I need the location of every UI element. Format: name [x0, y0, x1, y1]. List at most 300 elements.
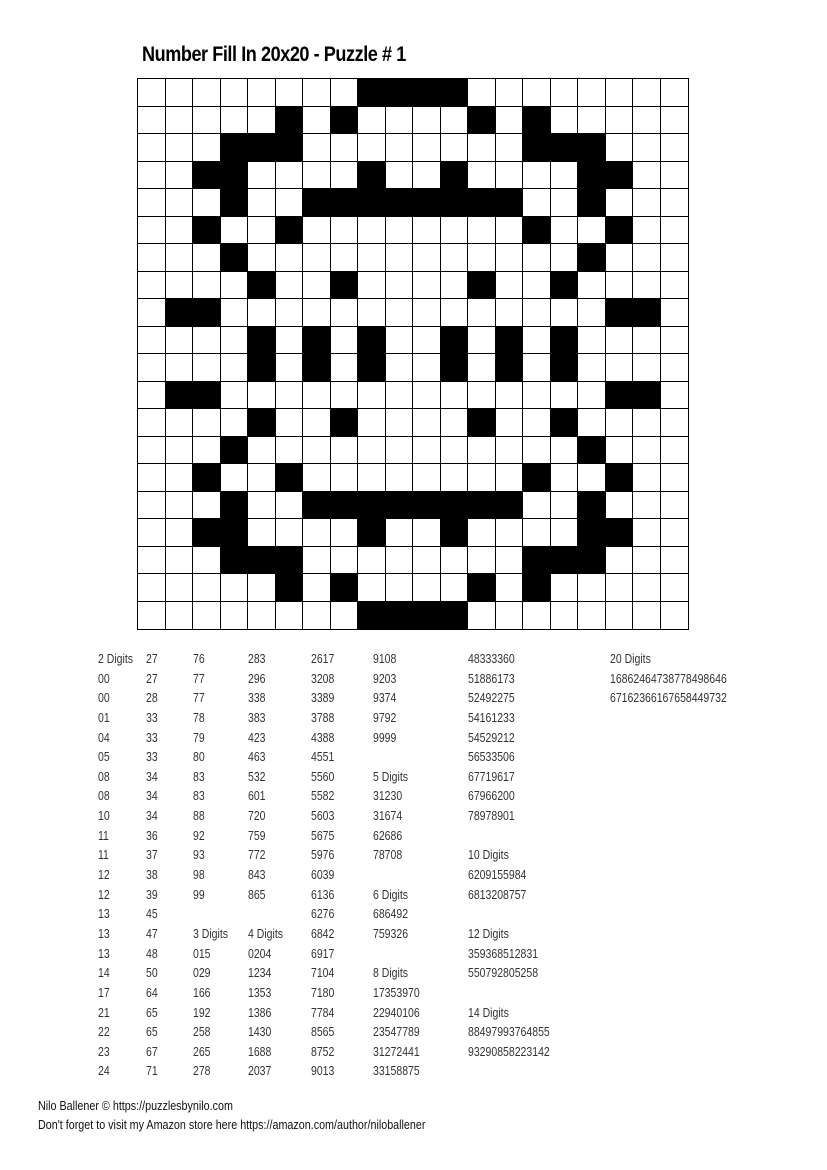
grid-cell[interactable] [276, 272, 304, 300]
grid-cell[interactable] [358, 464, 386, 492]
grid-cell[interactable] [496, 299, 524, 327]
grid-cell[interactable] [193, 134, 221, 162]
grid-cell[interactable] [386, 107, 414, 135]
grid-cell[interactable] [166, 602, 194, 630]
grid-cell[interactable] [303, 602, 331, 630]
grid-cell[interactable] [193, 437, 221, 465]
grid-cell[interactable] [441, 134, 469, 162]
grid-cell[interactable] [578, 107, 606, 135]
grid-cell[interactable] [413, 272, 441, 300]
grid-cell[interactable] [496, 409, 524, 437]
grid-cell[interactable] [551, 162, 579, 190]
grid-cell[interactable] [606, 134, 634, 162]
grid-cell[interactable] [551, 217, 579, 245]
grid-cell[interactable] [523, 79, 551, 107]
grid-cell[interactable] [386, 134, 414, 162]
grid-cell[interactable] [221, 79, 249, 107]
grid-cell[interactable] [661, 519, 689, 547]
grid-cell[interactable] [661, 492, 689, 520]
grid-cell[interactable] [578, 299, 606, 327]
grid-cell[interactable] [661, 244, 689, 272]
grid-cell[interactable] [413, 244, 441, 272]
grid-cell[interactable] [661, 574, 689, 602]
grid-cell[interactable] [578, 272, 606, 300]
grid-cell[interactable] [523, 327, 551, 355]
grid-cell[interactable] [138, 79, 166, 107]
grid-cell[interactable] [358, 437, 386, 465]
grid-cell[interactable] [248, 299, 276, 327]
grid-cell[interactable] [606, 409, 634, 437]
grid-cell[interactable] [138, 409, 166, 437]
grid-cell[interactable] [633, 272, 661, 300]
grid-cell[interactable] [276, 189, 304, 217]
grid-cell[interactable] [276, 602, 304, 630]
grid-cell[interactable] [633, 574, 661, 602]
grid-cell[interactable] [358, 272, 386, 300]
grid-cell[interactable] [386, 464, 414, 492]
grid-cell[interactable] [303, 107, 331, 135]
grid-cell[interactable] [276, 382, 304, 410]
grid-cell[interactable] [551, 464, 579, 492]
grid-cell[interactable] [551, 602, 579, 630]
grid-cell[interactable] [331, 547, 359, 575]
grid-cell[interactable] [358, 299, 386, 327]
grid-cell[interactable] [468, 437, 496, 465]
grid-cell[interactable] [661, 464, 689, 492]
grid-cell[interactable] [276, 79, 304, 107]
grid-cell[interactable] [606, 107, 634, 135]
grid-cell[interactable] [413, 464, 441, 492]
grid-cell[interactable] [386, 547, 414, 575]
grid-cell[interactable] [166, 327, 194, 355]
grid-cell[interactable] [138, 492, 166, 520]
grid-cell[interactable] [386, 327, 414, 355]
grid-cell[interactable] [193, 244, 221, 272]
grid-cell[interactable] [331, 327, 359, 355]
grid-cell[interactable] [441, 107, 469, 135]
grid-cell[interactable] [303, 382, 331, 410]
grid-cell[interactable] [496, 244, 524, 272]
grid-cell[interactable] [496, 437, 524, 465]
grid-cell[interactable] [441, 382, 469, 410]
grid-cell[interactable] [496, 382, 524, 410]
grid-cell[interactable] [221, 602, 249, 630]
grid-cell[interactable] [138, 272, 166, 300]
grid-cell[interactable] [193, 574, 221, 602]
grid-cell[interactable] [633, 519, 661, 547]
grid-cell[interactable] [413, 519, 441, 547]
grid-cell[interactable] [413, 382, 441, 410]
grid-cell[interactable] [633, 107, 661, 135]
grid-cell[interactable] [386, 272, 414, 300]
grid-cell[interactable] [496, 272, 524, 300]
grid-cell[interactable] [166, 464, 194, 492]
grid-cell[interactable] [331, 354, 359, 382]
grid-cell[interactable] [386, 299, 414, 327]
grid-cell[interactable] [358, 574, 386, 602]
grid-cell[interactable] [138, 299, 166, 327]
grid-cell[interactable] [551, 79, 579, 107]
grid-cell[interactable] [441, 409, 469, 437]
grid-cell[interactable] [276, 244, 304, 272]
grid-cell[interactable] [138, 107, 166, 135]
grid-cell[interactable] [386, 519, 414, 547]
grid-cell[interactable] [166, 134, 194, 162]
grid-cell[interactable] [303, 574, 331, 602]
grid-cell[interactable] [633, 602, 661, 630]
grid-cell[interactable] [496, 79, 524, 107]
grid-cell[interactable] [386, 574, 414, 602]
grid-cell[interactable] [523, 189, 551, 217]
grid-cell[interactable] [138, 244, 166, 272]
grid-cell[interactable] [303, 437, 331, 465]
grid-cell[interactable] [193, 354, 221, 382]
grid-cell[interactable] [331, 217, 359, 245]
grid-cell[interactable] [221, 272, 249, 300]
grid-cell[interactable] [138, 519, 166, 547]
grid-cell[interactable] [248, 189, 276, 217]
grid-cell[interactable] [661, 79, 689, 107]
grid-cell[interactable] [386, 244, 414, 272]
grid-cell[interactable] [276, 409, 304, 437]
grid-cell[interactable] [413, 354, 441, 382]
grid-cell[interactable] [661, 217, 689, 245]
grid-cell[interactable] [413, 574, 441, 602]
grid-cell[interactable] [138, 382, 166, 410]
grid-cell[interactable] [386, 354, 414, 382]
grid-cell[interactable] [496, 602, 524, 630]
grid-cell[interactable] [578, 409, 606, 437]
grid-cell[interactable] [468, 134, 496, 162]
grid-cell[interactable] [193, 107, 221, 135]
grid-cell[interactable] [193, 602, 221, 630]
grid-cell[interactable] [496, 162, 524, 190]
grid-cell[interactable] [386, 409, 414, 437]
grid-cell[interactable] [468, 354, 496, 382]
puzzle-grid[interactable] [137, 78, 689, 630]
grid-cell[interactable] [578, 602, 606, 630]
grid-cell[interactable] [138, 134, 166, 162]
grid-cell[interactable] [661, 437, 689, 465]
grid-cell[interactable] [166, 217, 194, 245]
grid-cell[interactable] [221, 299, 249, 327]
grid-cell[interactable] [606, 547, 634, 575]
grid-cell[interactable] [468, 382, 496, 410]
grid-cell[interactable] [523, 354, 551, 382]
grid-cell[interactable] [551, 107, 579, 135]
grid-cell[interactable] [166, 409, 194, 437]
grid-cell[interactable] [331, 299, 359, 327]
grid-cell[interactable] [413, 299, 441, 327]
grid-cell[interactable] [523, 409, 551, 437]
grid-cell[interactable] [193, 547, 221, 575]
grid-cell[interactable] [441, 547, 469, 575]
grid-cell[interactable] [331, 464, 359, 492]
grid-cell[interactable] [496, 574, 524, 602]
grid-cell[interactable] [606, 272, 634, 300]
grid-cell[interactable] [166, 79, 194, 107]
grid-cell[interactable] [358, 382, 386, 410]
grid-cell[interactable] [221, 574, 249, 602]
grid-cell[interactable] [523, 382, 551, 410]
grid-cell[interactable] [496, 107, 524, 135]
grid-cell[interactable] [496, 547, 524, 575]
grid-cell[interactable] [523, 272, 551, 300]
grid-cell[interactable] [496, 217, 524, 245]
grid-cell[interactable] [523, 299, 551, 327]
grid-cell[interactable] [468, 602, 496, 630]
grid-cell[interactable] [441, 217, 469, 245]
grid-cell[interactable] [578, 574, 606, 602]
grid-cell[interactable] [633, 437, 661, 465]
grid-cell[interactable] [303, 134, 331, 162]
grid-cell[interactable] [276, 519, 304, 547]
grid-cell[interactable] [468, 79, 496, 107]
grid-cell[interactable] [221, 107, 249, 135]
grid-cell[interactable] [276, 162, 304, 190]
grid-cell[interactable] [441, 437, 469, 465]
grid-cell[interactable] [248, 79, 276, 107]
grid-cell[interactable] [193, 409, 221, 437]
grid-cell[interactable] [468, 162, 496, 190]
grid-cell[interactable] [276, 354, 304, 382]
grid-cell[interactable] [221, 327, 249, 355]
grid-cell[interactable] [138, 574, 166, 602]
grid-cell[interactable] [606, 354, 634, 382]
grid-cell[interactable] [468, 217, 496, 245]
grid-cell[interactable] [661, 162, 689, 190]
grid-cell[interactable] [138, 354, 166, 382]
grid-cell[interactable] [413, 547, 441, 575]
grid-cell[interactable] [661, 409, 689, 437]
grid-cell[interactable] [551, 299, 579, 327]
grid-cell[interactable] [606, 437, 634, 465]
grid-cell[interactable] [661, 382, 689, 410]
grid-cell[interactable] [606, 602, 634, 630]
grid-cell[interactable] [221, 409, 249, 437]
grid-cell[interactable] [166, 354, 194, 382]
grid-cell[interactable] [633, 327, 661, 355]
grid-cell[interactable] [166, 519, 194, 547]
grid-cell[interactable] [468, 519, 496, 547]
grid-cell[interactable] [441, 244, 469, 272]
grid-cell[interactable] [248, 574, 276, 602]
grid-cell[interactable] [303, 547, 331, 575]
grid-cell[interactable] [331, 519, 359, 547]
grid-cell[interactable] [523, 437, 551, 465]
grid-cell[interactable] [496, 464, 524, 492]
grid-cell[interactable] [468, 464, 496, 492]
grid-cell[interactable] [386, 382, 414, 410]
grid-cell[interactable] [523, 162, 551, 190]
grid-cell[interactable] [138, 437, 166, 465]
grid-cell[interactable] [551, 574, 579, 602]
grid-cell[interactable] [468, 327, 496, 355]
grid-cell[interactable] [468, 547, 496, 575]
grid-cell[interactable] [248, 602, 276, 630]
grid-cell[interactable] [138, 464, 166, 492]
grid-cell[interactable] [303, 299, 331, 327]
grid-cell[interactable] [633, 244, 661, 272]
grid-cell[interactable] [661, 547, 689, 575]
grid-cell[interactable] [633, 464, 661, 492]
grid-cell[interactable] [578, 327, 606, 355]
grid-cell[interactable] [661, 299, 689, 327]
grid-cell[interactable] [303, 217, 331, 245]
grid-cell[interactable] [276, 327, 304, 355]
grid-cell[interactable] [138, 189, 166, 217]
grid-cell[interactable] [386, 437, 414, 465]
grid-cell[interactable] [633, 547, 661, 575]
grid-cell[interactable] [248, 464, 276, 492]
grid-cell[interactable] [193, 79, 221, 107]
grid-cell[interactable] [248, 492, 276, 520]
grid-cell[interactable] [276, 437, 304, 465]
grid-cell[interactable] [331, 134, 359, 162]
grid-cell[interactable] [331, 382, 359, 410]
grid-cell[interactable] [248, 382, 276, 410]
grid-cell[interactable] [633, 189, 661, 217]
grid-cell[interactable] [551, 437, 579, 465]
grid-cell[interactable] [331, 79, 359, 107]
grid-cell[interactable] [193, 272, 221, 300]
grid-cell[interactable] [523, 602, 551, 630]
grid-cell[interactable] [441, 272, 469, 300]
grid-cell[interactable] [413, 437, 441, 465]
grid-cell[interactable] [413, 107, 441, 135]
grid-cell[interactable] [331, 437, 359, 465]
grid-cell[interactable] [358, 134, 386, 162]
grid-cell[interactable] [248, 519, 276, 547]
grid-cell[interactable] [358, 244, 386, 272]
grid-cell[interactable] [331, 162, 359, 190]
grid-cell[interactable] [606, 327, 634, 355]
grid-cell[interactable] [441, 574, 469, 602]
grid-cell[interactable] [551, 244, 579, 272]
grid-cell[interactable] [496, 519, 524, 547]
grid-cell[interactable] [358, 409, 386, 437]
grid-cell[interactable] [496, 134, 524, 162]
grid-cell[interactable] [606, 574, 634, 602]
grid-cell[interactable] [661, 134, 689, 162]
grid-cell[interactable] [358, 547, 386, 575]
grid-cell[interactable] [661, 354, 689, 382]
grid-cell[interactable] [166, 492, 194, 520]
grid-cell[interactable] [633, 79, 661, 107]
grid-cell[interactable] [303, 79, 331, 107]
grid-cell[interactable] [633, 162, 661, 190]
grid-cell[interactable] [138, 217, 166, 245]
grid-cell[interactable] [276, 299, 304, 327]
grid-cell[interactable] [633, 409, 661, 437]
grid-cell[interactable] [551, 519, 579, 547]
grid-cell[interactable] [248, 107, 276, 135]
grid-cell[interactable] [551, 189, 579, 217]
grid-cell[interactable] [386, 217, 414, 245]
grid-cell[interactable] [441, 464, 469, 492]
grid-cell[interactable] [413, 327, 441, 355]
grid-cell[interactable] [358, 217, 386, 245]
grid-cell[interactable] [413, 409, 441, 437]
grid-cell[interactable] [468, 244, 496, 272]
grid-cell[interactable] [166, 162, 194, 190]
grid-cell[interactable] [661, 327, 689, 355]
grid-cell[interactable] [193, 189, 221, 217]
grid-cell[interactable] [633, 217, 661, 245]
grid-cell[interactable] [166, 244, 194, 272]
grid-cell[interactable] [166, 574, 194, 602]
grid-cell[interactable] [248, 162, 276, 190]
grid-cell[interactable] [138, 327, 166, 355]
grid-cell[interactable] [441, 299, 469, 327]
grid-cell[interactable] [276, 492, 304, 520]
grid-cell[interactable] [606, 244, 634, 272]
grid-cell[interactable] [303, 244, 331, 272]
grid-cell[interactable] [221, 382, 249, 410]
grid-cell[interactable] [578, 382, 606, 410]
grid-cell[interactable] [303, 519, 331, 547]
grid-cell[interactable] [551, 492, 579, 520]
grid-cell[interactable] [551, 382, 579, 410]
grid-cell[interactable] [303, 464, 331, 492]
grid-cell[interactable] [633, 354, 661, 382]
grid-cell[interactable] [661, 107, 689, 135]
grid-cell[interactable] [303, 272, 331, 300]
grid-cell[interactable] [221, 217, 249, 245]
grid-cell[interactable] [331, 244, 359, 272]
grid-cell[interactable] [303, 409, 331, 437]
grid-cell[interactable] [166, 272, 194, 300]
grid-cell[interactable] [413, 162, 441, 190]
grid-cell[interactable] [248, 437, 276, 465]
grid-cell[interactable] [661, 189, 689, 217]
grid-cell[interactable] [166, 189, 194, 217]
grid-cell[interactable] [578, 217, 606, 245]
grid-cell[interactable] [413, 217, 441, 245]
grid-cell[interactable] [386, 162, 414, 190]
grid-cell[interactable] [578, 464, 606, 492]
grid-cell[interactable] [523, 492, 551, 520]
grid-cell[interactable] [166, 437, 194, 465]
grid-cell[interactable] [358, 107, 386, 135]
grid-cell[interactable] [166, 547, 194, 575]
grid-cell[interactable] [221, 464, 249, 492]
grid-cell[interactable] [523, 244, 551, 272]
grid-cell[interactable] [606, 79, 634, 107]
grid-cell[interactable] [661, 272, 689, 300]
grid-cell[interactable] [606, 492, 634, 520]
grid-cell[interactable] [303, 162, 331, 190]
grid-cell[interactable] [138, 602, 166, 630]
grid-cell[interactable] [468, 299, 496, 327]
grid-cell[interactable] [578, 79, 606, 107]
grid-cell[interactable] [193, 327, 221, 355]
grid-cell[interactable] [248, 217, 276, 245]
grid-cell[interactable] [166, 107, 194, 135]
grid-cell[interactable] [633, 492, 661, 520]
grid-cell[interactable] [193, 492, 221, 520]
grid-cell[interactable] [138, 162, 166, 190]
grid-cell[interactable] [606, 189, 634, 217]
grid-cell[interactable] [413, 134, 441, 162]
grid-cell[interactable] [331, 602, 359, 630]
grid-cell[interactable] [248, 244, 276, 272]
grid-cell[interactable] [523, 519, 551, 547]
grid-cell[interactable] [138, 547, 166, 575]
grid-cell[interactable] [221, 354, 249, 382]
grid-cell[interactable] [661, 602, 689, 630]
grid-cell[interactable] [633, 134, 661, 162]
